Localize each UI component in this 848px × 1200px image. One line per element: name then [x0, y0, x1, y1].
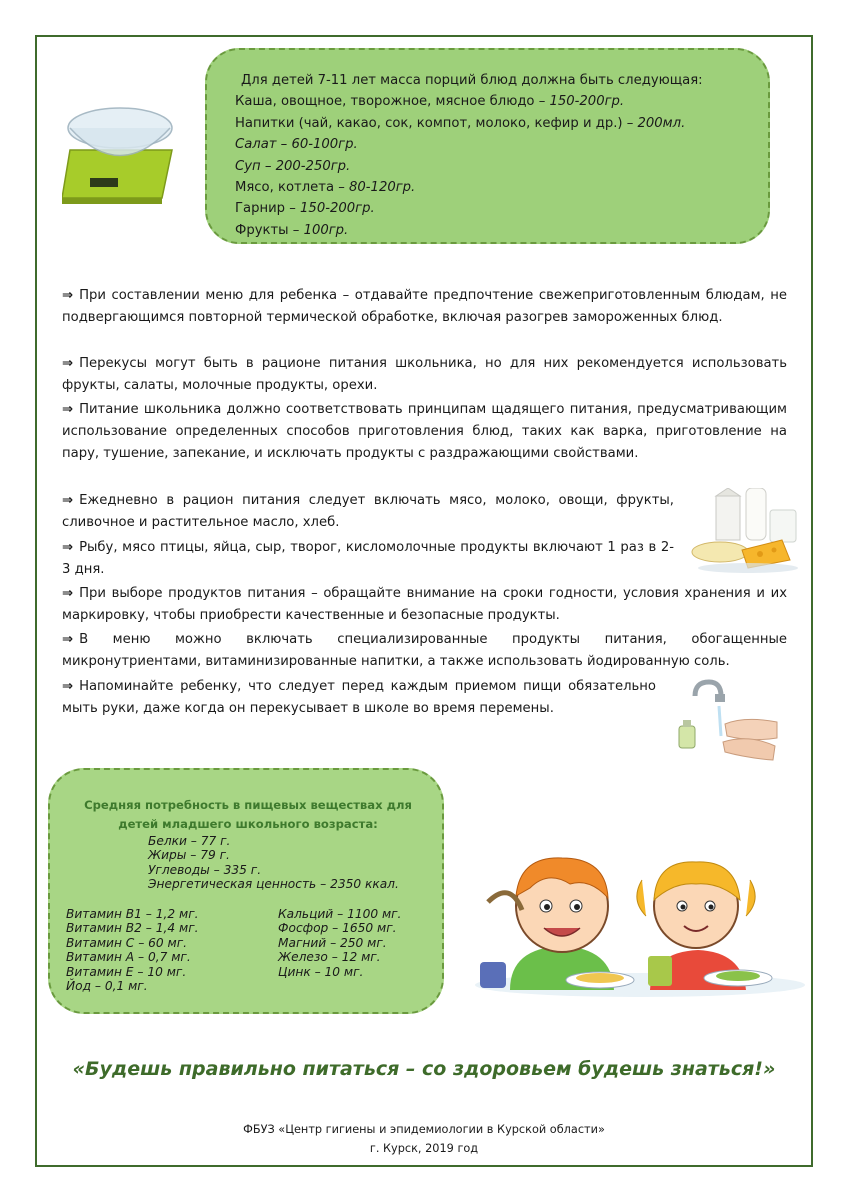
nutrient-needs-box — [48, 768, 444, 1014]
list-item: Витамин С – 60 мг. — [66, 935, 188, 950]
list-item: Энергетическая ценность – 2350 ккал. — [148, 877, 399, 892]
arrow-icon: ⇒ — [62, 586, 74, 601]
list-item: Белки – 77 г. — [148, 834, 231, 848]
footer-city-year: г. Курск, 2019 год — [369, 1142, 479, 1155]
list-item: Кальций – 1100 мг. — [278, 907, 402, 921]
kitchen-scale-image — [62, 98, 182, 208]
arrow-icon: ⇒ — [62, 632, 74, 647]
advice-paragraph: ⇒ Рыбу, мясо птицы, яйца, сыр, творог, кисломолочные продукты включают 1 раз в 2-3 дня. — [62, 540, 674, 578]
advice-paragraph: ⇒ В меню можно включать специализированные продукты питания, обогащенные микронутриентами, витаминизированные напитки, а также использовать йодированную соль. — [62, 632, 787, 670]
portion-item: Фрукты – 100гр. — [235, 222, 349, 238]
advice-paragraph: ⇒ Напоминайте ребенку, что следует перед каждым приемом пищи обязательно мыть руки, даже когда он перекусывает в школе во время перемены. — [62, 679, 656, 717]
list-item: Фосфор – 1650 мг. — [278, 921, 397, 936]
footer-organization: ФБУЗ «Центр гигиены и эпидемиологии в Курской области» — [243, 1123, 605, 1136]
list-item: Йод – 0,1 мг. — [66, 979, 148, 994]
list-item: Цинк – 10 мг. — [278, 964, 364, 979]
kids-eating-image — [470, 840, 805, 1000]
list-item: Углеводы – 335 г. — [148, 862, 262, 877]
arrow-icon: ⇒ — [62, 356, 74, 371]
arrow-icon: ⇒ — [62, 493, 74, 508]
portion-item: Каша, овощное, творожное, мясное блюдо – 150-200гр. — [235, 94, 625, 110]
advice-paragraph: ⇒ При составлении меню для ребенка – отдавайте предпочтение свежеприготовленным блюдам, не подвергающимся повторной термической обработке, включая разогрев замороженных блюд. — [62, 288, 787, 326]
portion-item: Гарнир – 150-200гр. — [235, 201, 375, 217]
portion-intro: Для детей 7-11 лет масса порций блюд должна быть следующая: — [241, 73, 703, 88]
arrow-icon: ⇒ — [62, 402, 74, 417]
list-item: Витамин В2 – 1,4 мг. — [66, 921, 199, 936]
mineral-list — [278, 907, 401, 979]
advice-paragraph: ⇒ При выборе продуктов питания – обращайте внимание на сроки годности, условия хранения и их маркировку, чтобы приобрести качественные и безопасные продукты. — [62, 586, 787, 624]
vitamin-list — [66, 907, 199, 993]
advice-paragraph: ⇒ Ежедневно в рацион питания следует включать мясо, молоко, овощи, фрукты, сливочное и растительное масло, хлеб. — [62, 493, 674, 531]
hand-washing-image — [665, 676, 780, 776]
portion-item: Суп – 200-250гр. — [235, 158, 351, 174]
portion-sizes-box — [205, 48, 770, 244]
list-item: Железо – 12 мг. — [278, 950, 381, 965]
list-item: Витамин Е – 10 мг. — [66, 964, 187, 979]
arrow-icon: ⇒ — [62, 679, 74, 694]
list-item: Витамин А – 0,7 мг. — [66, 950, 191, 965]
nutrient-title: Средняя потребность в пищевых веществах для детей младшего школьного возраста: — [84, 798, 412, 831]
list-item: Жиры – 79 г. — [148, 848, 230, 863]
macronutrient-list — [148, 834, 399, 892]
footer — [0, 1120, 848, 1158]
advice-paragraph: ⇒ Питание школьника должно соответствовать принципам щадящего питания, предусматривающим использование определенных способов приготовления блюд, таких как варка, приготовление на пару, тушение, запекание, и исключать продукты с раздражающими свойствами. — [62, 402, 787, 462]
list-item: Магний – 250 мг. — [278, 935, 387, 950]
dairy-products-image — [690, 488, 806, 574]
arrow-icon: ⇒ — [62, 540, 74, 555]
slogan: «Будешь правильно питаться – со здоровьем будешь знаться!» — [72, 1058, 776, 1080]
portion-item: Мясо, котлета – 80-120гр. — [235, 180, 416, 196]
portion-item: Напитки (чай, какао, сок, компот, молоко, кефир и др.) – 200мл. — [235, 115, 686, 131]
portion-item: Салат – 60-100гр. — [235, 137, 358, 153]
list-item: Витамин В1 – 1,2 мг. — [66, 907, 199, 921]
advice-paragraph: ⇒ Перекусы могут быть в рационе питания школьника, но для них рекомендуется использовать фрукты, салаты, молочные продукты, орехи. — [62, 356, 787, 394]
arrow-icon: ⇒ — [62, 288, 74, 303]
